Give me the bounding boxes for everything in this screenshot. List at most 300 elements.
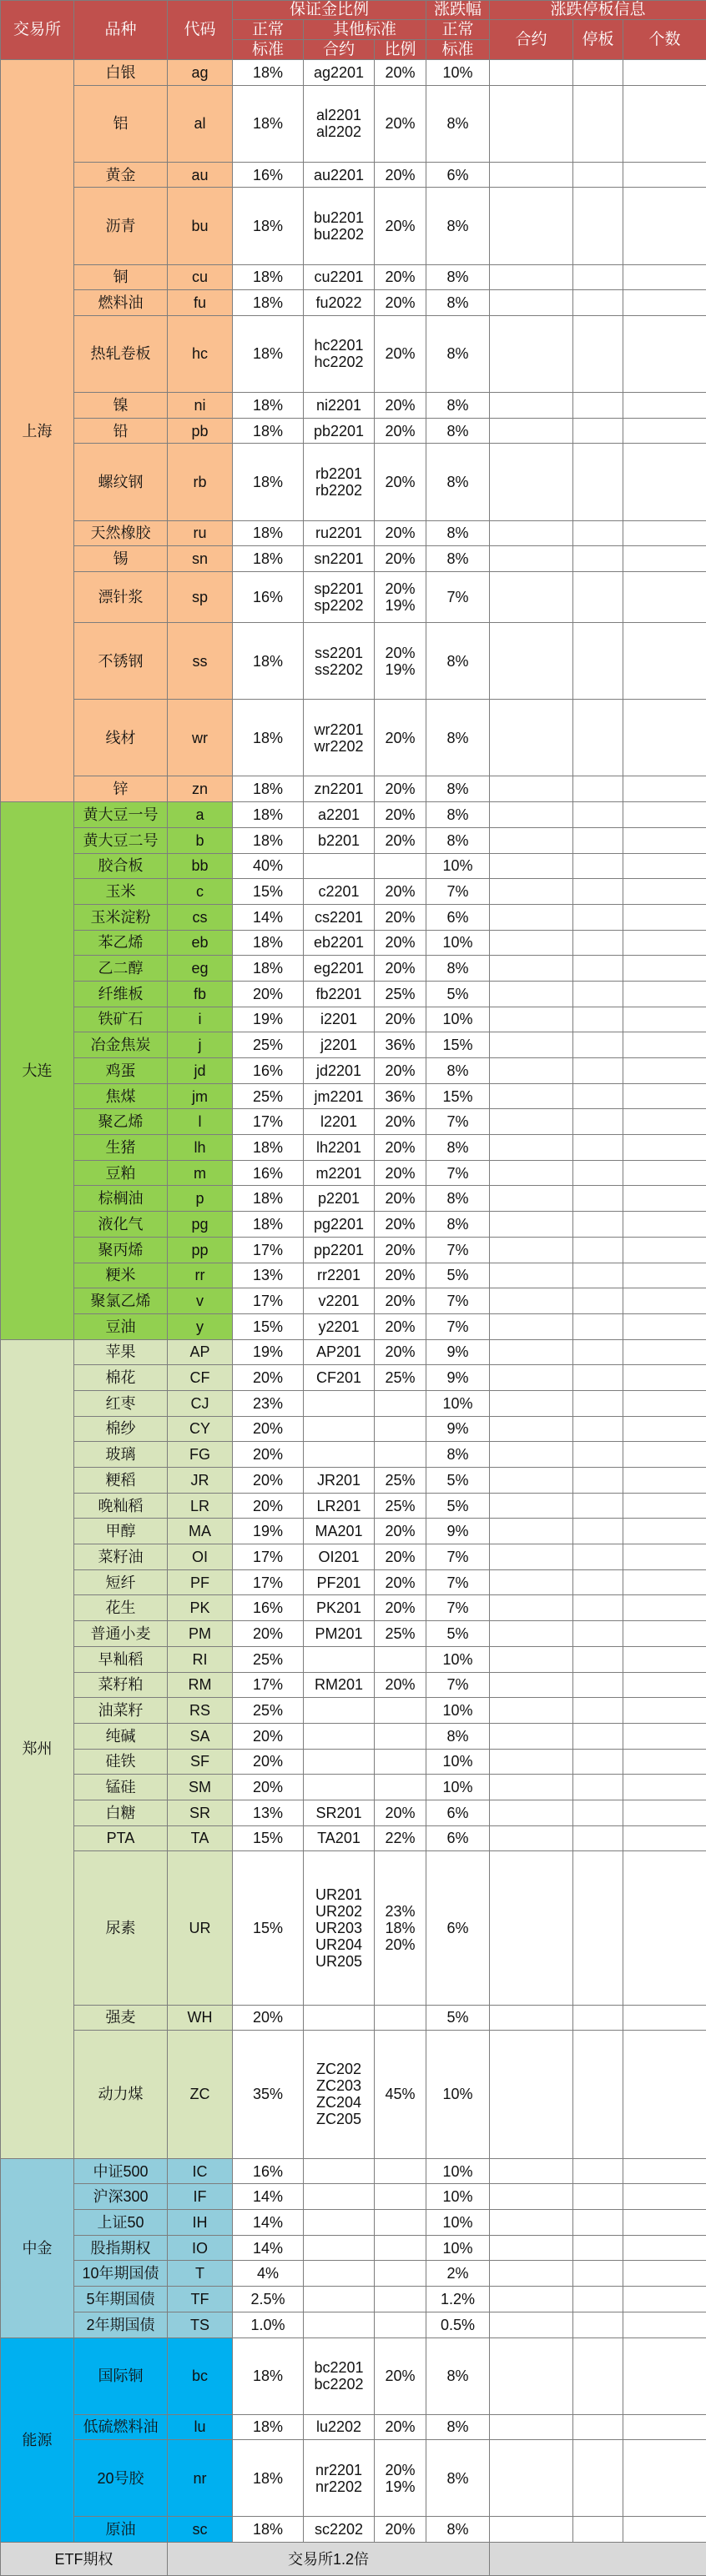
halt-contract-cell — [490, 1160, 573, 1186]
halt-count-cell — [623, 1007, 706, 1032]
variety-cell: 白银 — [74, 60, 168, 86]
other-contract-cell: bu2201 bu2202 — [304, 188, 375, 264]
limit-cell: 5% — [426, 981, 490, 1007]
other-contract-cell — [304, 2287, 375, 2312]
table-row — [1, 1775, 706, 1800]
halt-count-cell — [623, 981, 706, 1007]
other-contract-cell: SR201 — [304, 1800, 375, 1825]
halt-contract-cell — [490, 188, 573, 264]
halt-contract-cell — [490, 853, 573, 879]
halt-board-cell — [573, 418, 623, 444]
limit-cell: 8% — [426, 1135, 490, 1161]
other-ratio-cell: 20% — [375, 393, 426, 419]
other-ratio-cell: 20% — [375, 60, 426, 86]
halt-contract-cell — [490, 802, 573, 828]
halt-board-cell — [573, 1390, 623, 1416]
halt-count-cell — [623, 2261, 706, 2287]
other-contract-cell: cs2201 — [304, 904, 375, 930]
halt-contract-cell — [490, 315, 573, 392]
margin-normal-cell: 18% — [233, 546, 304, 572]
variety-cell: 沥青 — [74, 188, 168, 264]
halt-board-cell — [573, 1442, 623, 1468]
halt-contract-cell — [490, 1672, 573, 1698]
code-cell: hc — [168, 315, 233, 392]
variety-cell: 5年期国债 — [74, 2287, 168, 2312]
variety-cell: 强麦 — [74, 2005, 168, 2031]
variety-cell: 铅 — [74, 418, 168, 444]
table-row — [1, 2517, 706, 2543]
other-ratio-cell — [375, 1390, 426, 1416]
table-row — [1, 879, 706, 905]
table-row — [1, 1493, 706, 1519]
other-ratio-cell — [375, 1416, 426, 1442]
halt-contract-cell — [490, 1595, 573, 1621]
code-cell: PM — [168, 1621, 233, 1647]
limit-cell: 8% — [426, 776, 490, 802]
table-row — [1, 1519, 706, 1544]
other-contract-cell: ru2201 — [304, 520, 375, 546]
variety-cell: PTA — [74, 1825, 168, 1851]
limit-cell: 7% — [426, 879, 490, 905]
code-cell: bb — [168, 853, 233, 879]
variety-cell: 棕榈油 — [74, 1186, 168, 1212]
halt-count-cell — [623, 1775, 706, 1800]
limit-cell: 6% — [426, 1825, 490, 1851]
margin-normal-cell: 19% — [233, 1519, 304, 1544]
halt-contract-cell — [490, 1749, 573, 1775]
variety-cell: 热轧卷板 — [74, 315, 168, 392]
code-cell: pb — [168, 418, 233, 444]
variety-cell: 冶金焦炭 — [74, 1032, 168, 1058]
margin-normal-cell: 15% — [233, 1825, 304, 1851]
halt-contract-cell — [490, 1313, 573, 1339]
table-row — [1, 444, 706, 520]
halt-count-cell — [623, 1621, 706, 1647]
other-ratio-cell — [375, 1698, 426, 1724]
code-cell: wr — [168, 700, 233, 776]
limit-cell: 6% — [426, 1800, 490, 1825]
other-contract-cell: jd2201 — [304, 1058, 375, 1084]
table-row — [1, 1212, 706, 1238]
halt-contract-cell — [490, 956, 573, 982]
other-contract-cell: j2201 — [304, 1032, 375, 1058]
code-cell: LR — [168, 1493, 233, 1519]
limit-cell: 8% — [426, 802, 490, 828]
halt-count-cell — [623, 700, 706, 776]
halt-count-cell — [623, 1288, 706, 1314]
variety-cell: 线材 — [74, 700, 168, 776]
code-cell: pp — [168, 1237, 233, 1263]
other-contract-cell — [304, 1390, 375, 1416]
margin-normal-cell: 18% — [233, 623, 304, 700]
code-cell: PF — [168, 1569, 233, 1595]
halt-board-cell — [573, 315, 623, 392]
halt-contract-cell — [490, 2158, 573, 2184]
margin-normal-cell: 25% — [233, 1032, 304, 1058]
halt-count-cell — [623, 2312, 706, 2337]
other-ratio-cell: 22% — [375, 1825, 426, 1851]
header-halt-count: 个数 — [623, 20, 706, 60]
code-cell: eb — [168, 930, 233, 956]
margin-normal-cell: 18% — [233, 315, 304, 392]
halt-count-cell — [623, 2158, 706, 2184]
table-row — [1, 1007, 706, 1032]
other-ratio-cell: 20% — [375, 1237, 426, 1263]
other-ratio-cell — [375, 1646, 426, 1672]
variety-cell: 液化气 — [74, 1212, 168, 1238]
halt-contract-cell — [490, 546, 573, 572]
other-contract-cell — [304, 2184, 375, 2210]
margin-normal-cell: 20% — [233, 2005, 304, 2031]
limit-cell: 8% — [426, 85, 490, 162]
table-row — [1, 1800, 706, 1825]
halt-board-cell — [573, 1083, 623, 1109]
limit-cell: 10% — [426, 1749, 490, 1775]
halt-board-cell — [573, 827, 623, 853]
other-contract-cell: MA201 — [304, 1519, 375, 1544]
other-ratio-cell: 20% 19% — [375, 571, 426, 622]
table-row — [1, 1058, 706, 1084]
table-row — [1, 393, 706, 419]
other-ratio-cell: 20% — [375, 1569, 426, 1595]
limit-cell: 6% — [426, 162, 490, 188]
other-contract-cell: eb2201 — [304, 930, 375, 956]
code-cell: SM — [168, 1775, 233, 1800]
table-row — [1, 930, 706, 956]
variety-cell: 纤维板 — [74, 981, 168, 1007]
other-ratio-cell: 20% — [375, 1186, 426, 1212]
other-contract-cell: cu2201 — [304, 264, 375, 290]
code-cell: rr — [168, 1263, 233, 1288]
halt-contract-cell — [490, 1007, 573, 1032]
other-contract-cell: l2201 — [304, 1109, 375, 1135]
other-ratio-cell — [375, 2261, 426, 2287]
margin-normal-cell: 19% — [233, 1339, 304, 1365]
code-cell: bu — [168, 188, 233, 264]
limit-cell: 7% — [426, 1160, 490, 1186]
other-ratio-cell — [375, 1723, 426, 1749]
code-cell: au — [168, 162, 233, 188]
limit-cell: 5% — [426, 1263, 490, 1288]
other-contract-cell: PM201 — [304, 1621, 375, 1647]
other-contract-cell — [304, 1698, 375, 1724]
halt-contract-cell — [490, 1723, 573, 1749]
table-row — [1, 60, 706, 86]
margin-normal-cell: 18% — [233, 444, 304, 520]
other-contract-cell — [304, 2210, 375, 2236]
other-contract-cell: pg2201 — [304, 1212, 375, 1238]
other-contract-cell — [304, 1775, 375, 1800]
halt-count-cell — [623, 2287, 706, 2312]
margin-normal-cell: 15% — [233, 879, 304, 905]
halt-board-cell — [573, 1160, 623, 1186]
limit-cell: 8% — [426, 188, 490, 264]
code-cell: a — [168, 802, 233, 828]
halt-count-cell — [623, 1186, 706, 1212]
table-row — [1, 1083, 706, 1109]
margin-normal-cell: 18% — [233, 393, 304, 419]
code-cell: y — [168, 1313, 233, 1339]
halt-count-cell — [623, 1468, 706, 1494]
table-row — [1, 802, 706, 828]
table-row — [1, 1646, 706, 1672]
other-ratio-cell: 45% — [375, 2031, 426, 2159]
etf-label: ETF期权 — [1, 2543, 168, 2576]
other-ratio-cell: 20% — [375, 1160, 426, 1186]
other-contract-cell — [304, 2005, 375, 2031]
variety-cell: 镍 — [74, 393, 168, 419]
margin-normal-cell: 4% — [233, 2261, 304, 2287]
margin-normal-cell: 1.0% — [233, 2312, 304, 2337]
code-cell: fu — [168, 290, 233, 316]
variety-cell: 苯乙烯 — [74, 930, 168, 956]
halt-contract-cell — [490, 1365, 573, 1391]
other-contract-cell — [304, 2312, 375, 2337]
table-row — [1, 1468, 706, 1494]
other-ratio-cell — [375, 2005, 426, 2031]
limit-cell: 9% — [426, 1519, 490, 1544]
table-row — [1, 315, 706, 392]
other-ratio-cell: 20% — [375, 1212, 426, 1238]
halt-count-cell — [623, 2337, 706, 2414]
other-ratio-cell: 20% — [375, 1339, 426, 1365]
margin-normal-cell: 14% — [233, 2235, 304, 2261]
code-cell: T — [168, 2261, 233, 2287]
halt-contract-cell — [490, 700, 573, 776]
limit-cell: 9% — [426, 1416, 490, 1442]
halt-board-cell — [573, 1544, 623, 1570]
table-row — [1, 520, 706, 546]
other-ratio-cell — [375, 1442, 426, 1468]
halt-board-cell — [573, 162, 623, 188]
halt-contract-cell — [490, 2184, 573, 2210]
variety-cell: 铝 — [74, 85, 168, 162]
limit-cell: 8% — [426, 2517, 490, 2543]
other-ratio-cell: 20% — [375, 1135, 426, 1161]
code-cell: bc — [168, 2337, 233, 2414]
other-ratio-cell: 20% — [375, 1263, 426, 1288]
code-cell: sp — [168, 571, 233, 622]
variety-cell: 2年期国债 — [74, 2312, 168, 2337]
margin-normal-cell: 20% — [233, 1442, 304, 1468]
variety-cell: 豆油 — [74, 1313, 168, 1339]
halt-contract-cell — [490, 879, 573, 905]
variety-cell: 菜籽粕 — [74, 1672, 168, 1698]
halt-count-cell — [623, 1595, 706, 1621]
halt-contract-cell — [490, 1442, 573, 1468]
limit-cell: 8% — [426, 1186, 490, 1212]
code-cell: sn — [168, 546, 233, 572]
code-cell: sc — [168, 2517, 233, 2543]
table-row — [1, 2414, 706, 2440]
halt-contract-cell — [490, 904, 573, 930]
other-contract-cell: AP201 — [304, 1339, 375, 1365]
other-contract-cell: hc2201 hc2202 — [304, 315, 375, 392]
halt-count-cell — [623, 2414, 706, 2440]
margin-normal-cell: 18% — [233, 1212, 304, 1238]
table-row — [1, 546, 706, 572]
other-ratio-cell: 20% — [375, 546, 426, 572]
other-contract-cell — [304, 1416, 375, 1442]
halt-board-cell — [573, 2312, 623, 2337]
code-cell: ru — [168, 520, 233, 546]
table-row — [1, 1698, 706, 1724]
other-contract-cell — [304, 2235, 375, 2261]
other-ratio-cell: 20% — [375, 879, 426, 905]
limit-cell: 10% — [426, 930, 490, 956]
other-contract-cell: RM201 — [304, 1672, 375, 1698]
halt-board-cell — [573, 1237, 623, 1263]
code-cell: RI — [168, 1646, 233, 1672]
halt-contract-cell — [490, 444, 573, 520]
limit-cell: 10% — [426, 2031, 490, 2159]
margin-normal-cell: 40% — [233, 853, 304, 879]
other-ratio-cell: 20% — [375, 315, 426, 392]
halt-board-cell — [573, 623, 623, 700]
halt-board-cell — [573, 853, 623, 879]
halt-board-cell — [573, 2287, 623, 2312]
other-ratio-cell: 20% — [375, 290, 426, 316]
code-cell: cu — [168, 264, 233, 290]
halt-board-cell — [573, 1825, 623, 1851]
other-contract-cell — [304, 1723, 375, 1749]
margin-normal-cell: 17% — [233, 1288, 304, 1314]
limit-cell: 10% — [426, 2210, 490, 2236]
margin-normal-cell: 18% — [233, 188, 304, 264]
variety-cell: 胶合板 — [74, 853, 168, 879]
limit-cell: 7% — [426, 1569, 490, 1595]
table-row — [1, 2184, 706, 2210]
variety-cell: 粳米 — [74, 1263, 168, 1288]
variety-cell: 聚丙烯 — [74, 1237, 168, 1263]
code-cell: SA — [168, 1723, 233, 1749]
other-ratio-cell: 20% — [375, 162, 426, 188]
halt-count-cell — [623, 315, 706, 392]
halt-count-cell — [623, 290, 706, 316]
halt-contract-cell — [490, 85, 573, 162]
variety-cell: 玉米 — [74, 879, 168, 905]
other-contract-cell: rb2201 rb2202 — [304, 444, 375, 520]
halt-contract-cell — [490, 1058, 573, 1084]
halt-board-cell — [573, 1800, 623, 1825]
halt-contract-cell — [490, 1621, 573, 1647]
other-ratio-cell: 20% — [375, 956, 426, 982]
table-row — [1, 1416, 706, 1442]
margin-normal-cell: 25% — [233, 1083, 304, 1109]
table-row — [1, 162, 706, 188]
table-row — [1, 2031, 706, 2159]
halt-count-cell — [623, 1212, 706, 1238]
header-limit-group: 涨跌幅 — [426, 1, 490, 20]
halt-board-cell — [573, 2235, 623, 2261]
halt-board-cell — [573, 1569, 623, 1595]
other-contract-cell: JR201 — [304, 1468, 375, 1494]
limit-cell: 5% — [426, 1468, 490, 1494]
halt-count-cell — [623, 2517, 706, 2543]
table-row — [1, 1569, 706, 1595]
margin-normal-cell: 16% — [233, 1595, 304, 1621]
halt-count-cell — [623, 1109, 706, 1135]
halt-count-cell — [623, 827, 706, 853]
code-cell: j — [168, 1032, 233, 1058]
halt-contract-cell — [490, 2440, 573, 2517]
table-row — [1, 1595, 706, 1621]
limit-cell: 8% — [426, 2414, 490, 2440]
halt-contract-cell — [490, 1416, 573, 1442]
halt-contract-cell — [490, 1186, 573, 1212]
table-row — [1, 2158, 706, 2184]
halt-count-cell — [623, 1825, 706, 1851]
table-row — [1, 2440, 706, 2517]
halt-contract-cell — [490, 2414, 573, 2440]
header-margin-group: 保证金比例 — [233, 1, 426, 20]
variety-cell: 不锈钢 — [74, 623, 168, 700]
halt-board-cell — [573, 1007, 623, 1032]
halt-board-cell — [573, 264, 623, 290]
halt-board-cell — [573, 85, 623, 162]
variety-cell: 花生 — [74, 1595, 168, 1621]
limit-cell: 9% — [426, 1365, 490, 1391]
halt-count-cell — [623, 623, 706, 700]
halt-contract-cell — [490, 1390, 573, 1416]
table-row — [1, 290, 706, 316]
code-cell: p — [168, 1186, 233, 1212]
margin-normal-cell: 18% — [233, 802, 304, 828]
other-contract-cell: i2201 — [304, 1007, 375, 1032]
code-cell: ss — [168, 623, 233, 700]
halt-board-cell — [573, 520, 623, 546]
halt-count-cell — [623, 418, 706, 444]
halt-count-cell — [623, 1800, 706, 1825]
limit-cell: 0.5% — [426, 2312, 490, 2337]
variety-cell: 红枣 — [74, 1390, 168, 1416]
variety-cell: 晚籼稻 — [74, 1493, 168, 1519]
code-cell: jd — [168, 1058, 233, 1084]
variety-cell: 锰硅 — [74, 1775, 168, 1800]
halt-contract-cell — [490, 2287, 573, 2312]
halt-contract-cell — [490, 1263, 573, 1288]
halt-board-cell — [573, 546, 623, 572]
table-row — [1, 904, 706, 930]
limit-cell: 8% — [426, 827, 490, 853]
limit-cell: 10% — [426, 1007, 490, 1032]
halt-board-cell — [573, 956, 623, 982]
header-halt-contract: 合约 — [490, 20, 573, 60]
halt-contract-cell — [490, 2261, 573, 2287]
halt-contract-cell — [490, 418, 573, 444]
halt-board-cell — [573, 1493, 623, 1519]
halt-board-cell — [573, 1365, 623, 1391]
halt-board-cell — [573, 1698, 623, 1724]
halt-contract-cell — [490, 571, 573, 622]
other-contract-cell: al2201 al2202 — [304, 85, 375, 162]
other-contract-cell: TA201 — [304, 1825, 375, 1851]
halt-board-cell — [573, 776, 623, 802]
margin-normal-cell: 20% — [233, 1621, 304, 1647]
code-cell: RS — [168, 1698, 233, 1724]
variety-cell: 鸡蛋 — [74, 1058, 168, 1084]
table-row — [1, 1313, 706, 1339]
other-ratio-cell: 20% — [375, 1595, 426, 1621]
header-limit-normal: 正常 — [426, 20, 490, 40]
code-cell: m — [168, 1160, 233, 1186]
other-ratio-cell: 20% — [375, 1007, 426, 1032]
halt-count-cell — [623, 1493, 706, 1519]
other-contract-cell: sp2201 sp2202 — [304, 571, 375, 622]
limit-cell: 8% — [426, 1058, 490, 1084]
table-row — [1, 700, 706, 776]
other-contract-cell — [304, 2261, 375, 2287]
